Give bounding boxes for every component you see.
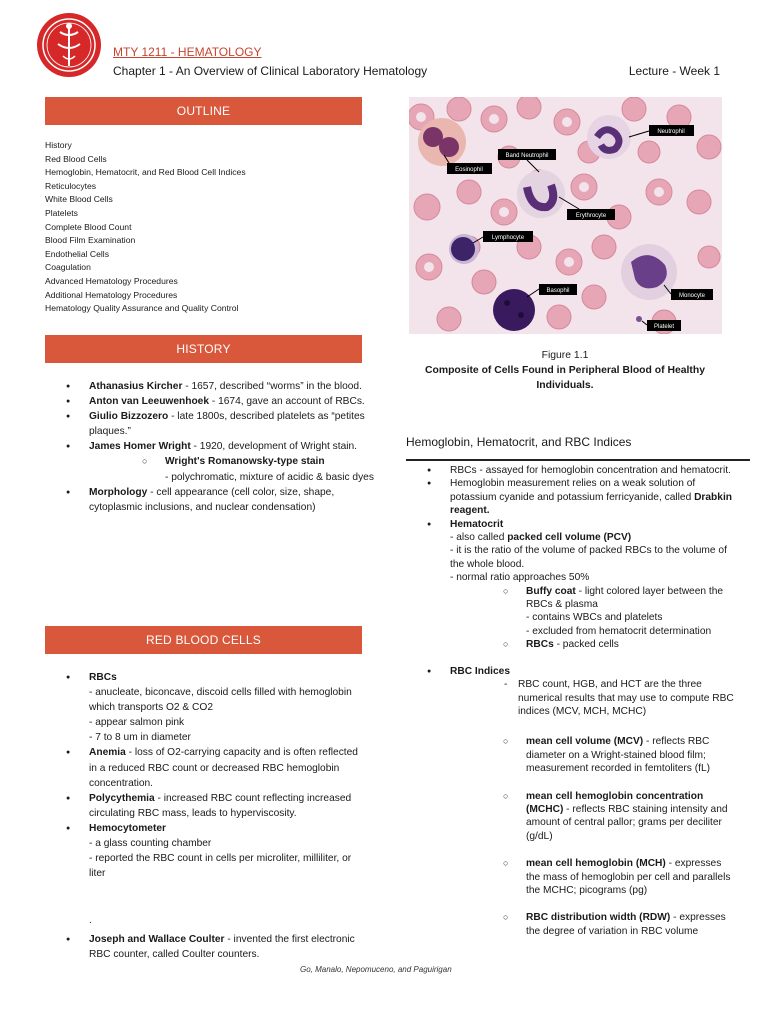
outline-item: Platelets — [45, 207, 78, 218]
sub-item: ○ mean cell hemoglobin concentration (MCHC) - reflects RBC staining intensity and amount of central pallor; grams per deciliter (g/dL) — [450, 790, 736, 844]
sub-item: ○ RBC distribution width (RDW) - expresses the degree of variation in RBC volume — [450, 911, 736, 938]
outline-item: Coagulation — [45, 262, 91, 273]
list-item: ● Hematocrit - also called packed cell volume (PCV) - it is the ratio of the volume of packed RBCs to the volume of the whole blood. - normal ratio approaches 50% ○ Buffy coat - light colored layer between the RBCs & plasma - contains WBCs and platelets - excluded from hematocrit determination ○ RBCs - packed cells — [406, 518, 736, 652]
red-blood-cells-banner: RED BLOOD CELLS — [45, 626, 362, 654]
heading-divider — [406, 459, 750, 461]
list-item: ● James Homer Wright - 1920, development of Wright stain. ○ Wright's Romanowsky-type stain - polychromatic, mixture of acidic & basic dyes — [45, 439, 375, 484]
label-band-neutrophil: Band Neutrophil — [505, 153, 549, 159]
indices-list — [406, 464, 736, 938]
outline-item: Blood Film Examination — [45, 235, 136, 246]
figure-caption — [405, 348, 725, 393]
list-item: ● RBC Indices - RBC count, HGB, and HCT are the three numerical results that may use to compute RBC indices (MCV, MCH, MCHC) ○ mean cell volume (MCV) - reflects RBC diameter on a Wright-stained blood film; measurement recorded in femtoliters (fL) ○ mean cell hemoglobin concentration (MCHC) - reflects RBC staining intensity and amount of central pallor; grams per deciliter (g/dL) ○ mean cell hemoglobin (MCH) - expresses the mass of hemoglobin per cell and parallels the MCHC; picograms (pg) ○ RBC distribution width (RDW) - expresses the degree of variation in RBC volume — [406, 665, 736, 939]
footer-authors: Go, Manalo, Nepomuceno, and Paguirigan — [300, 965, 452, 974]
outline-item: Hemoglobin, Hematocrit, and Red Blood Cell Indices — [45, 167, 246, 178]
label-erythrocyte: Erythrocyte — [575, 213, 607, 219]
outline-item: History — [45, 140, 72, 150]
sub-item: ○ RBCs - packed cells — [450, 638, 736, 651]
outline-item: Endothelial Cells — [45, 248, 110, 259]
sub-item: ○ Buffy coat - light colored layer between the RBCs & plasma - contains WBCs and platelets - excluded from hematocrit determination — [450, 585, 736, 639]
university-seal-logo — [36, 12, 102, 78]
sub-item: ○ mean cell hemoglobin (MCH) - expresses the mass of hemoglobin per cell and parallels the MCHC; picograms (pg) — [450, 857, 736, 897]
label-lymphocyte: Lymphocyte — [491, 235, 525, 241]
figure-number: Figure 1.1 — [541, 350, 589, 361]
stray-dot: . — [89, 915, 92, 926]
list-item: ● RBCs - assayed for hemoglobin concentration and hematocrit. — [406, 464, 736, 477]
label-eosinophil: Eosinophil — [455, 167, 483, 173]
outline-list — [45, 139, 246, 316]
label-monocyte: Monocyte — [678, 293, 706, 299]
sub-item: - RBC count, HGB, and HCT are the three numerical results that may use to compute RBC indices (MCV, MCH, MCHC) — [450, 678, 736, 718]
outline-item: Hematology Quality Assurance and Quality Control — [45, 303, 239, 314]
chapter-title: Chapter 1 - An Overview of Clinical Laboratory Hematology — [113, 64, 428, 78]
list-item: ● Hemoglobin measurement relies on a weak solution of potassium cyanide and potassium ferricyanide, called Drabkin reagent. — [406, 477, 736, 517]
list-item: ● Giulio Bizzozero - late 1800s, described platelets as “petites plaques.” — [45, 409, 375, 439]
figure-caption-title: Composite of Cells Found in Peripheral Blood of Healthy Individuals. — [425, 365, 705, 391]
list-item: ● Anemia - loss of O2-carrying capacity and is often reflected in a reduced RBC count or decreased RBC hemoglobin concentration. — [45, 745, 365, 790]
outline-item: White Blood Cells — [45, 194, 113, 205]
history-banner: HISTORY — [45, 335, 362, 363]
outline-banner: OUTLINE — [45, 97, 362, 125]
list-item: ● RBCs - anucleate, biconcave, discoid cells filled with hemoglobin which transports O2 & CO2 - appear salmon pink - 7 to 8 um in diameter — [45, 670, 365, 745]
list-item: ● Morphology - cell appearance (cell color, size, shape, cytoplasmic inclusions, and nuclear condensation) — [45, 485, 375, 515]
session-label: Lecture - Week 1 — [628, 64, 720, 78]
section-heading: Hemoglobin, Hematocrit, and RBC Indices — [406, 435, 632, 449]
label-neutrophil: Neutrophil — [657, 129, 685, 135]
outline-item: Complete Blood Count — [45, 221, 132, 232]
list-item: ● Polycythemia - increased RBC count reflecting increased circulating RBC mass, leads to hyperviscosity. — [45, 791, 365, 821]
outline-item: Additional Hematology Procedures — [45, 289, 178, 300]
rbc-list — [45, 670, 365, 881]
label-basophil: Basophil — [546, 288, 570, 294]
history-list — [45, 379, 375, 515]
outline-item: Advanced Hematology Procedures — [45, 275, 178, 286]
list-item: ● Anton van Leeuwenhoek - 1674, gave an account of RBCs. — [45, 394, 375, 409]
blood-smear-figure — [409, 97, 722, 334]
outline-item: Reticulocytes — [45, 180, 97, 191]
list-item: ● Joseph and Wallace Coulter - invented the first electronic RBC counter, called Coulter counters. — [45, 932, 365, 962]
sub-item: ○ mean cell volume (MCV) - reflects RBC diameter on a Wright-stained blood film; measurement recorded in femtoliters (fL) — [450, 735, 736, 775]
list-item: ● Hemocytometer - a glass counting chamber - reported the RBC count in cells per microliter, milliliter, or liter — [45, 821, 365, 881]
label-platelet: Platelet — [653, 324, 675, 330]
outline-item: Red Blood Cells — [45, 153, 107, 164]
course-title[interactable]: MTY 1211 - HEMATOLOGY — [113, 45, 262, 59]
list-item: ● Athanasius Kircher - 1657, described “worms” in the blood. — [45, 379, 375, 394]
coulter-list — [45, 932, 365, 962]
sub-item: ○ Wright's Romanowsky-type stain - polychromatic, mixture of acidic & basic dyes — [89, 454, 375, 484]
